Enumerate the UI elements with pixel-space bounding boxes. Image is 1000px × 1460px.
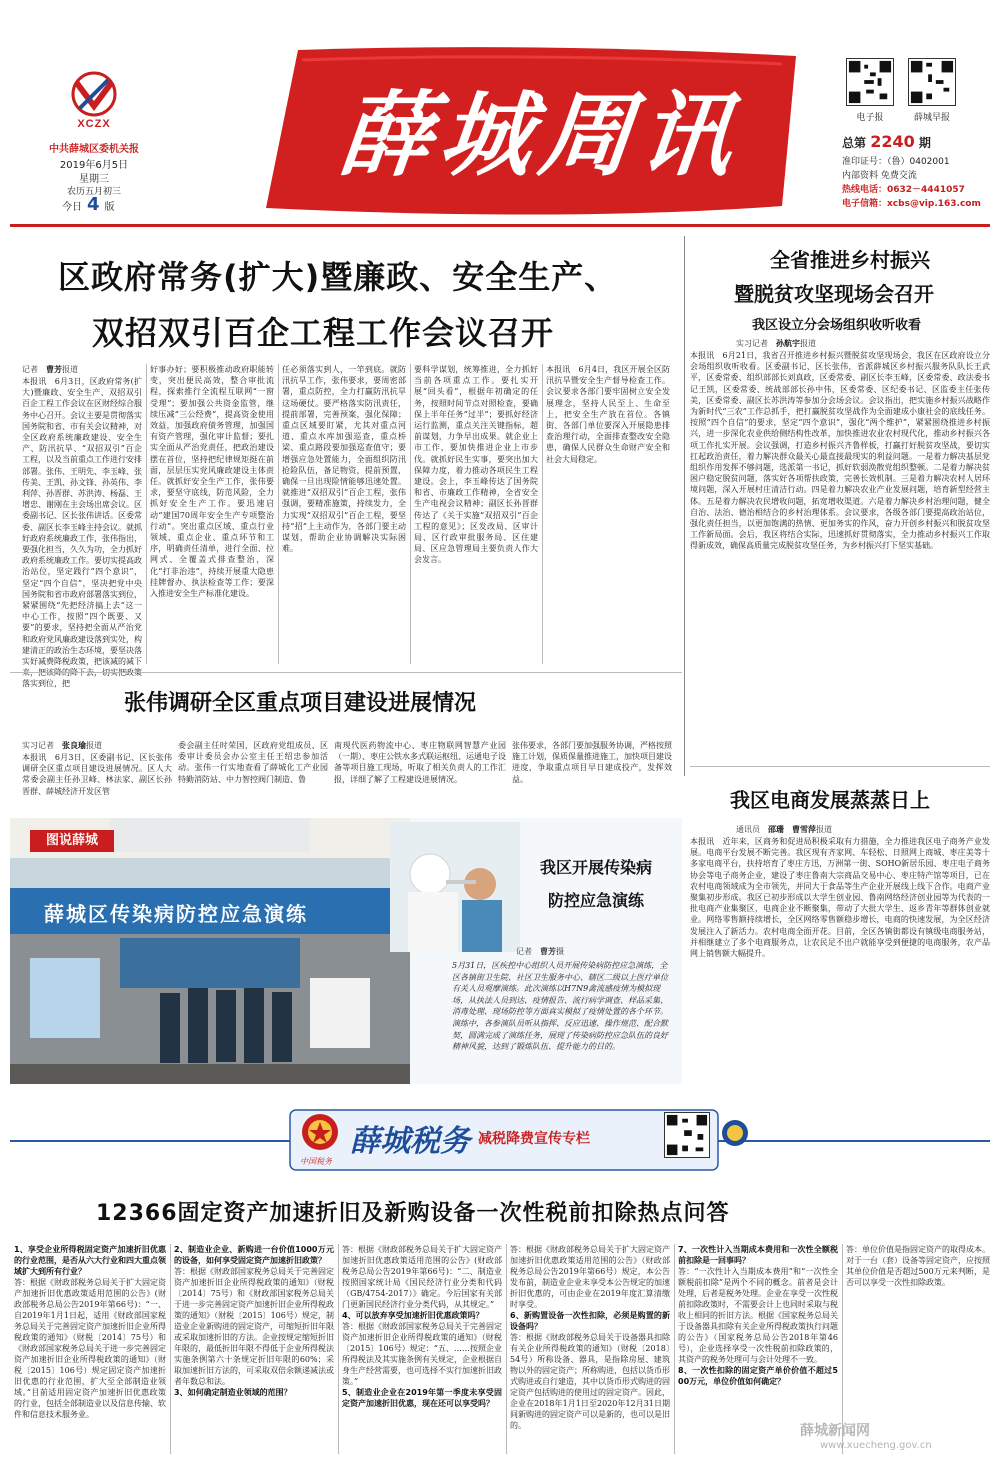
tax-qa-col-2: [174, 1244, 334, 1456]
qr-code-icon[interactable]: [664, 1112, 710, 1158]
logo-text: XCZX: [77, 118, 111, 130]
column-divider: [506, 1244, 507, 1454]
qr-code-icon[interactable]: [846, 58, 894, 106]
qa-question: 8、一次性扣除的固定资产单价价值不超过500万元，单位价值如何确定？: [678, 1366, 838, 1386]
rural-article-body: 本报讯 6月21日，我省召开推进乡村振兴暨脱贫攻坚现场会，我区在区政府设立分会场组织收听收看。区委副书记、区长张伟，省派薛城区乡村振兴服务队队长王武平，区委常委、组织部部长刘真政，区委常委、副区长李玉峰，区委常委、政法委书记王凯，区委常委、统战部部长孙中伟，区委常委、区纪委书记、区监委主任张传美，区委常委、副区长苏洪涛等参加分会场会议。会议指出，把实施乡村振兴战略作为新时代“三农”工作总抓手，把打赢脱贫攻坚战作为全面建成小康社会的底线任务。按照“四个自信”的要求，坚定“四个意识”，强化“两个维护”，紧紧围绕推进乡村振兴，进一步深化农业供给侧结构性改革，加快推进农业农村现代化，推动乡村振兴各项工作扎实开展。会议强调，打造乡村振兴齐鲁样板，打赢打好脱贫攻坚战，要切实扛起政治责任，着力解决群众最关心最直接最现实的利益问题。一是着力解决基层党组织作用发挥不够问题，选派第一书记，抓好软弱涣散党组织整顿。二是着力解决贫困户稳定脱贫问题，落实好各项帮扶政策，完善长效机制。三是着力解决农村人居环境问题，深入开展村庄清洁行动。四是着力解决农业产业发展问题，培育新型经营主体。五是着力解决农民增收问题，拓宽增收渠道。六是着力解决乡村治理问题，健全自治、法治、德治相结合的乡村治理体系。会议要求，各级各部门要提高政治站位，强化责任担当，以更加饱满的热情、更加务实的作风，奋力开创乡村振兴和脱贫攻坚工作新局面。会后，我区将结合实际，迅速抓好贯彻落实，全力推动乡村振兴工作取得新成效，确保高质量完成脱贫攻坚任务，为乡村振兴打下坚实基础。: [690, 351, 990, 551]
party-name: 中共薛城区委机关报: [49, 144, 139, 155]
page-count-number: 4: [87, 194, 100, 215]
tax-banner-rule-left: [10, 1140, 290, 1142]
photo-feature-title-1: 我区开展传染病: [540, 858, 653, 877]
tax-banner-subtitle: 减税降费宣传专栏: [478, 1131, 590, 1147]
byline-name: 张良瑜: [62, 741, 86, 750]
main-article-col-2: 好事办好；要积极推动政府职能转变，突出便民高效，整合审批流程，探索推行全流程互联网“一窗受理”；要加强公共资金监管，继续压减“三公经费”，提高资金使用效益，加强政府债务管理，加强国有资产管理，强化审计监督；要扎实全面从严治党责任，把政治建设摆在首位，坚持把纪律规矩挺在前面，层层压实党风廉政建设主体责任。就抓好安全生产工作，张伟要求，要坚守底线，防范风险，全力抓好安全生产工作。要迅速启动“建国70周年安全生产专项整治行动”。突出重点区域、重点行业领域、重点企业、重点环节和工序，明确责任清单，进行全面、拉网式、全覆盖式排查整治，深化“打非治违”，持续开展重大隐患挂牌督办、执法检查等工作；要深入推进安全生产标准化建设。: [150, 365, 274, 599]
column-divider: [542, 364, 543, 664]
tax-qa-col-4: [510, 1244, 670, 1456]
qr-left-caption: 电子报: [856, 113, 884, 123]
byline-name: 孙航宇: [776, 339, 800, 348]
tax-qa-col-3: [342, 1244, 502, 1456]
email: 电子信箱：xcbs@vip.163.com: [842, 199, 981, 209]
tax-emblem-icon: [720, 1118, 750, 1148]
qa-question: 3、如何确定制造业领域的范围？: [174, 1388, 292, 1397]
drill-photo: [10, 818, 410, 1084]
watermark-site: www.xuecheng.gov.cn: [820, 1440, 932, 1451]
swab-photo: [390, 822, 520, 952]
tax-qa-col-1: [14, 1244, 166, 1456]
ecom-headline: 我区电商发展蒸蒸日上: [730, 788, 930, 812]
permit-number: 准印证号：（鲁）0402001: [842, 157, 950, 167]
tax-banner-brand: 中国税务: [300, 1157, 332, 1166]
main-headline-line-2: 双招双引百企工程工作会议召开: [92, 314, 555, 352]
paper-name: 薛城周讯: [334, 81, 746, 189]
byline-suffix: 报道: [62, 365, 78, 374]
issue-prefix: 总第: [842, 136, 867, 150]
byline-label: 实习记者: [736, 339, 768, 348]
tax-banner-title: 薛城税务: [350, 1124, 470, 1159]
party-logo-icon: [58, 70, 130, 118]
rural-headline-line-2: 暨脱贫攻坚现场会召开: [734, 282, 934, 306]
zhang-article-col-1: 本报讯 6月3日，区委副书记、区长张伟调研全区重点项目建设进展情况。区人大常委会副主任孙卫峰、林法家、副区长孙晋群、薛城经济开发区管: [22, 753, 172, 796]
zhang-article-col-2: 委会副主任时荣国，区政府党组成员、区委审计委员会办公室主任王绍忠参加活动。张伟一行实地查看了薛城化工产业园特勤消防站、中力智控阀门制造、鲁: [178, 741, 328, 784]
main-article-col-5: 本报讯 6月4日，我区开展全区防汛抗旱暨安全生产督导检查工作。会议要求各部门要牢固树立安全发展理念，坚持人民至上、生命至上，把安全生产放在首位。各镇街、各部门单位要深入开展隐患排查治理行动，全面排查整改安全隐患，确保人民群众生命财产安全和社会大局稳定。: [546, 365, 670, 464]
photo-section-tag: 图说薛城: [30, 830, 114, 852]
photo-feature-title-2: 防控应急演练: [548, 891, 645, 910]
byline-name: 邵珊 曹雪萍: [768, 825, 816, 834]
qa-answer: 答：根据《财政部税务总局关于扩大固定资产加速折旧优惠政策适用范围的公告》(财政部税务总局公告2019年第66号)：“一、自2019年1月1日起，适用《财政部国家税务总局关于完善固定资产加速折旧企业所得税政策的通知》（财税〔2014〕75号）和《财政部国家税务总局关于进一步完善固定资产加速折旧企业所得税政策的通知》（财税〔2015〕106号）规定固定资产加速折旧优惠的行业范围，扩大至全部制造业领域。”目前适用固定资产加速折旧优惠政策的行业，包括全部制造业以及信息传输、软件和信息技术服务业。: [14, 1278, 166, 1419]
column-divider: [146, 364, 147, 664]
drill-banner-text: 薛城区传染病防控应急演练: [44, 902, 308, 926]
hotline: 热线电话：0632－4441057: [842, 185, 965, 195]
byline-label: 实习记者: [22, 741, 54, 750]
watermark: 薛城新闻网: [800, 1423, 870, 1439]
column-divider: [410, 364, 411, 664]
qa-question: 7、一次性计入当期成本费用和一次性全额税前扣除是一回事吗？: [678, 1245, 838, 1265]
section-divider: [10, 672, 682, 673]
lunar-date: 农历五月初三: [66, 187, 121, 197]
qa-question: 4、可以放弃享受加速折旧优惠政策吗？: [342, 1311, 484, 1320]
qa-answer: 答：单位价值是指固定资产的取得成本。对于一台（套）设备等固定资产，应按照其单位价值是否超过500万元来判断，是否可以享受一次性扣除政策。: [846, 1245, 990, 1287]
issue-number-value: 2240: [870, 132, 915, 151]
byline-suffix: 报道: [800, 339, 816, 348]
column-divider: [338, 1244, 339, 1454]
byline-label: 通讯员: [736, 825, 760, 834]
publication-date: 2019年6月5日: [59, 160, 129, 171]
column-divider: [170, 1244, 171, 1454]
qa-question: 5、制造业企业在2019年第一季度未享受固定资产加速折旧优惠，现在还可以享受吗？: [342, 1388, 502, 1408]
qa-answer: 答：“一次性计入当期成本费用”和“一次性全额税前扣除”是两个不同的概念。前者是会计处理，后者是税务处理。企业在享受一次性税前扣除政策时，不需要会计上也同时采取与税收上相同的折旧方法。根据《国家税务总局关于设备器具扣除有关企业所得税政策执行问题的公告》（国家税务总局公告2018年第46号），企业选择享受一次性税前扣除政策的，其资产的税务处理可与会计处理不一致。: [678, 1267, 838, 1364]
internal-note: 内部资料 免费交流: [842, 171, 917, 181]
tax-emblem-icon: [300, 1112, 340, 1152]
zhang-article-col-3: 南现代医药物流中心、枣庄物联网智慧产业园（一期）、枣庄公铁水多式联运枢纽、运通电子设备等项目施工现场，听取了相关负责人的工作汇报，详细了解了工程建设进展情况。: [334, 741, 506, 784]
rural-byline: [736, 338, 816, 349]
qa-question: 1、享受企业所得税固定资产加速折旧优惠的行业范围，是否从六大行业和四大重点领域扩大到所有行业？: [14, 1245, 166, 1276]
issue-number: [842, 132, 931, 151]
photo-feature-text: 5月31日，区疾控中心组织人员开展传染病防控应急演练，全区各镇街卫生院、社区卫生服务中心、辖区二级以上医疗单位有关人员观摩演练。此次演练以H7N9禽流感疫情为模拟现场，从执法人员到达、疫情报告、流行病学调查、样品采集、消毒处理、现场防控等方面真实模拟了疫情处置的各个环节。演练中，各参演队员听从指挥、反应迅速、操作规范、配合默契，圆满完成了演练任务，展现了传染病防控应急队伍的良好精神风貌，达到了锻炼队伍、提升能力的目的。: [452, 961, 668, 1052]
zhang-headline: 张伟调研全区重点项目建设进展情况: [124, 691, 477, 716]
qa-question: 6、新购置设备一次性扣除，必须是购置的新设备吗？: [510, 1311, 670, 1331]
ecom-byline: [736, 824, 832, 835]
qr-code-icon[interactable]: [908, 58, 956, 106]
photo-feature-byline: [516, 946, 564, 957]
masthead-rule: [10, 224, 990, 227]
byline-label: 记者: [516, 947, 532, 956]
section-divider: [690, 766, 990, 767]
column-divider: [674, 1244, 675, 1454]
qa-answer: 答：根据《财政部税务总局关于扩大固定资产加速折旧优惠政策适用范围的公告》(财政部税务总局公告2019年第66号)：“二、制造业按照国家统计局《国民经济行业分类和代码（GB/4754-2017）》确定。今后国家有关部门更新国民经济行业分类代码，从其规定。”: [342, 1245, 502, 1309]
byline-name: 曹芳: [46, 365, 62, 374]
zhang-article-col-4: 张伟要求，各部门要加强服务协调，严格按照施工计划，保质保量推进施工，加快项目建设进度，争取重点项目早日建成投产，发挥效益。: [512, 741, 672, 784]
rural-subheadline: 我区设立分会场组织收听收看: [752, 318, 922, 333]
qa-answer: 答：根据《财政部国家税务总局关于完善固定资产加速折旧企业所得税政策的通知》（财税〔2015〕106号）规定：“五、……按照企业所得税法及其实施条例有关规定，企业根据自身生产经营需要，也可选择不实行加速折旧政策。”: [342, 1322, 502, 1386]
tax-qa-headline: 12366固定资产加速折旧及新购设备一次性税前扣除热点问答: [96, 1201, 730, 1226]
main-byline: [22, 364, 78, 375]
main-headline-line-1: 区政府常务(扩大)暨廉政、安全生产、: [58, 258, 618, 296]
qa-question: 2、制造业企业、新购进一台价值1000万元的设备，如何享受固定资产加速折旧政策？: [174, 1245, 334, 1265]
qr-right-caption: 薛城早报: [913, 113, 950, 123]
byline-name: 曹芳: [540, 947, 556, 956]
ecom-article-body: 本报讯 近年来，区商务和促进局积极采取有力措施，全力推进我区电子商务产业发展。电商平台发展不断完善。我区现有齐家网、车轻松、日照网上商城、枣庄美等十多家电商平台，扶持培育了枣庄方迅，万洲第一街、SOHO新居乐园、枣庄电子商务协会等电子商务企业，建设了枣庄鲁南大宗商品交易中心、枣庄特产馆等项目，已在农村电商领域成为全市领先，并同大于食品等生产企业开展线上线下合作。电商产业聚集初步形成。我区已初步形成以大学生创业园、鲁南网络经济创业园等为代表的一批电商产业集聚区，电商企业不断聚集，带动了大批大学生、返乡青年等群体创业就业。网络零售额持续增长，全区网络零售额稳步增长，电商的快速发展，为全区经济发展注入了新活力。农村电商全面开花。目前，全区各镇街都设有镇级电商服务站，并相继建立了多个电商服务点，让农民足不出户就能享受到便捷的电商服务，农产品网上销售额大幅提升。: [690, 837, 990, 959]
qa-answer: 答：根据《财政部国家税务总局关于完善固定资产加速折旧企业所得税政策的通知》（财税〔2014〕75号）和《财政部国家税务总局关于进一步完善固定资产加速折旧企业所得税政策的通知》（财税〔2015〕106号）规定，制造业企业新购进的固定资产，可缩短折旧年限或采取加速折旧的方法。企业按规定缩短折旧年限的，最低折旧年限不得低于企业所得税法实施条例第六十条规定折旧年限的60%；采取加速折旧方法的，可采取双倍余额递减法或者年数总和法。: [174, 1267, 334, 1386]
rural-headline-line-1: 全省推进乡村振兴: [770, 248, 930, 272]
today-prefix: 今日: [62, 202, 82, 213]
main-article-col-1: 本报讯 6月3日，区政府常务(扩大)暨廉政、安全生产、双招双引百企工程工作会议在区财经综合服务中心召开。会议主要是贯彻落实国务院和省、市有关会议精神，对全区政府系统廉政建设、安全生产、防汛抗旱、“双招双引”百企工程，以及当前重点工作进行安排部署。张伟、王明先、李玉峰、张传美、王凯、孙文锋、孙英伟、李利萍、孙晋群、苏洪涛、杨磊、王增忠、谢刚在主会场出席会议。区委副书记、区长张伟讲话。区委常委、副区长李玉峰主持会议。就抓好政府系统廉政工作，张伟指出，要强化担当，久久为功，全力抓好政府系统廉政工作。要切实提高政治站位，坚定践行“四个意识”，坚定“四个自信”，坚决把党中央国务院和省市政府部署落实到位，紧紧围绕“先把经济搞上去”这一中心工作，按照“四个既要、又要”的要求，坚持把全面从严治党和政府党风廉政建设落到实处，构建清正的政治生态环境，要坚决落实好减费降税政策，把该减的减下 落实到位，把: [22, 377, 142, 689]
page-suffix: 版: [104, 202, 115, 213]
page-count: [62, 194, 115, 215]
byline-label: 记者: [22, 365, 38, 374]
column-divider: [278, 364, 279, 664]
tax-banner-rule-right: [718, 1140, 990, 1142]
section-divider: [684, 236, 685, 776]
byline-suffix: 报道: [86, 741, 102, 750]
qa-answer: 答：根据《财政部税务总局关于设备器具扣除有关企业所得税政策的通知》（财税〔2018〕54号）所称设备、器具，是指除房屋、建筑物以外的固定资产；所称购进，包括以货币形式购进或自行建造，其中以货币形式购进的固定资产包括购进的使用过的固定资产。因此，企业在2018年1月1日至2020年12月31日期间新购进的固定资产可以是新的，也可以是旧的。: [510, 1333, 670, 1430]
main-article-col-3: 任必须落实到人，一竿到底。就防汛抗旱工作，张伟要求，要周密部署，重点防控，全力打赢防汛抗旱这场硬仗。要严格落实防汛责任，提前部署，完善预案，强化保障；重点区域要盯紧，尤其对重点河道、重点水库加强巡查，重点桥梁、重点路段要加强巡查值守；要增强应急处置能力，全面组织防汛抢险队伍，备足物资，提前预置，确保一旦出现险情能够迅速处置。就推进“双招双引”百企工程，张伟强调，要精准施策，持续发力，全力实现“双招双引”百企工程，要坚持“招”上主动作为，各部门要主动谋划，帮助企业协调解决实际困难。: [282, 365, 406, 554]
issue-suffix: 期: [918, 136, 931, 150]
qa-answer: 答：根据《财政部税务总局关于扩大固定资产加速折旧优惠政策适用范围的公告》（财政部税务总局公告2019年第66号）规定，本公告发布前，制造业企业未享受本公告规定的加速折旧优惠的，可由企业在2019年度汇算清缴时享受。: [510, 1245, 670, 1309]
zhang-byline: [22, 740, 102, 751]
byline-suffix: 报道: [816, 825, 832, 834]
publication-weekday: 星期三: [79, 174, 109, 185]
main-article-col-4: 要科学谋划，统筹推进，全力抓好当前各项重点工作。要扎实开展“回头看”，根据年初确定的任务，按照时间节点对照检查，要确保上半年任务“过半”；要抓好经济运行监测，重点关注关键指标，超前谋划，力争早出成果。就企业上市工作，要加快推进企业上市步伐。就抓好民生实事，要突出加大保障力度，着力推动各项民生工程建设。会上，李玉峰传达了国务院和省、市廉政工作精神，全省安全生产电视会议精神；副区长孙晋群传达了《关于实施“双招双引”百企工程的意见》；区发改局、区审计局、区行政审批服务局、区住建局、区应急管理局主要负责人作大会发言。: [414, 365, 538, 565]
byline-suffix: 摄: [556, 947, 564, 956]
